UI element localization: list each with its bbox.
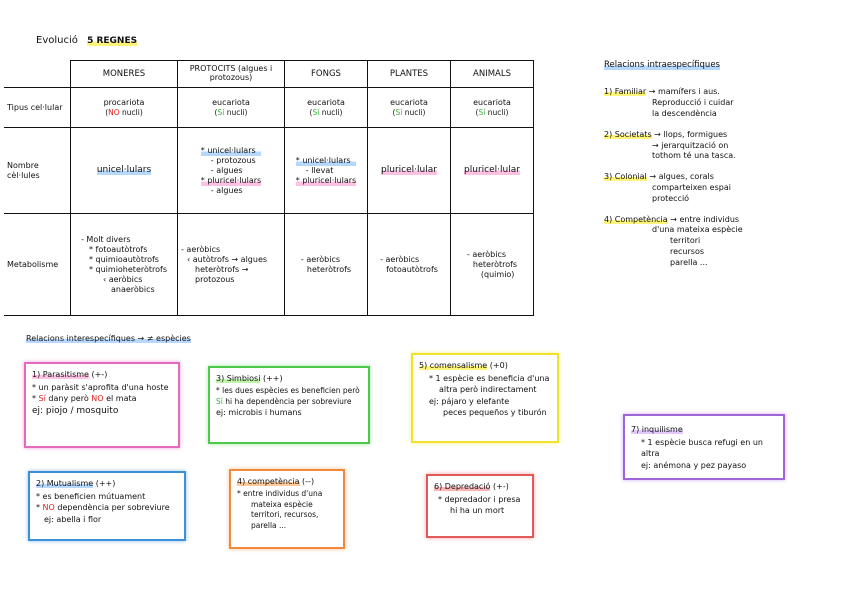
cell-metab-animals xyxy=(451,214,534,316)
list-item: * pluricel·lulars xyxy=(200,175,262,185)
cell-metab-protocits: - aeròbics ‹ autòtrofs → algues heteròtrofs → protozous xyxy=(178,214,285,316)
table-row xyxy=(4,128,534,214)
box-inquilisme xyxy=(623,414,785,480)
box-line: parella ... xyxy=(251,520,287,530)
cell-tipus-moneres: procariota (NO nucli) xyxy=(71,88,178,128)
cell-text: nucli xyxy=(226,107,245,117)
header-fongs: FONGS xyxy=(285,61,368,88)
box-line: hi ha dependència per sobreviure xyxy=(222,396,352,406)
box-label: 6) Depredació xyxy=(434,482,491,491)
neg-mark: NO xyxy=(108,107,120,117)
cell-text: nucli xyxy=(404,107,423,117)
header-moneres: MONERES xyxy=(71,61,178,88)
pos-mark: Sí xyxy=(478,107,486,117)
box-line: * xyxy=(36,503,43,513)
intra-item-competencia xyxy=(604,215,774,269)
no-mark: NO xyxy=(91,394,104,404)
box-line: ej: piojo / mosquito xyxy=(32,405,119,416)
box-line: ej: anémona y pez payaso xyxy=(641,460,747,470)
header-animals: ANIMALS xyxy=(451,61,534,88)
list-item: - algues xyxy=(210,165,243,175)
table-row xyxy=(4,88,534,128)
header-plantes: PLANTES xyxy=(368,61,451,88)
item-line: parella ... xyxy=(670,257,708,267)
box-mutualisme xyxy=(28,471,186,541)
box-line: * 1 espècie es beneficia d'una xyxy=(429,374,550,384)
box-label: 5) comensalisme xyxy=(419,361,488,370)
box-line: * un paràsit s'aprofita d'una hoste xyxy=(32,383,169,393)
item-line: d'una mateixa espècie xyxy=(652,225,743,235)
item-line: comparteixen espai xyxy=(652,183,731,193)
box-competencia xyxy=(229,469,345,549)
intra-item-societats xyxy=(604,130,774,162)
list-item: fotoautòtrofs xyxy=(386,264,438,274)
item-line: recursos xyxy=(670,247,705,257)
box-line: territori, recursos, xyxy=(251,510,319,520)
list-item: * fotoautòtrofs xyxy=(88,244,148,254)
cell-text: eucariota xyxy=(390,97,428,107)
title-sub: 5 REGNES xyxy=(87,36,138,46)
list-item: * pluricel·lulars xyxy=(295,175,357,185)
si-mark: Sí xyxy=(216,396,223,406)
box-line: dany però xyxy=(45,394,92,404)
box-line: * les dues espècies es beneficien però xyxy=(216,386,360,396)
list-item: heteròtrofs xyxy=(306,264,352,274)
cell-text: eucariota xyxy=(473,97,511,107)
table-header-row xyxy=(4,61,534,88)
cell-metab-moneres: - Molt divers * fotoautòtrofs * quimioautòtrofs * quimioheteròtrofs ‹ aeròbics anaeròbics xyxy=(71,214,178,316)
box-label: 3) Simbiosi xyxy=(216,374,261,383)
no-mark: NO xyxy=(42,503,55,513)
box-comensalisme xyxy=(411,353,559,443)
si-mark: Sí xyxy=(38,394,46,404)
intra-heading: Relacions intraespecífiques xyxy=(604,60,720,70)
box-label: 2) Mutualisme xyxy=(36,479,94,488)
heading-text: Relacions interespecífiques → ≠ espècies xyxy=(26,334,191,343)
box-sign: (+-) xyxy=(91,370,108,379)
list-item: * quimioautòtrofs xyxy=(88,254,159,264)
box-line: * xyxy=(32,394,39,404)
item-label: 4) Competència xyxy=(604,214,668,224)
cell-text: unicel·lulars xyxy=(96,164,152,175)
box-line: dependència per sobreviure xyxy=(54,503,170,513)
cell-nombre-animals xyxy=(451,128,534,214)
item-line: protecció xyxy=(652,193,690,203)
table-row xyxy=(4,214,534,316)
cell-text: eucariota xyxy=(212,97,250,107)
cell-nombre-protocits xyxy=(178,128,285,214)
box-label: 7) inquilisme xyxy=(631,425,683,434)
box-sign: (+-) xyxy=(493,482,509,491)
box-line: * es beneficien mútuament xyxy=(36,492,146,502)
list-item: - algues xyxy=(210,185,243,195)
cell-metab-plantes xyxy=(368,214,451,316)
cell-text: nucli xyxy=(122,107,140,117)
cell-text: nucli xyxy=(487,107,506,117)
box-line: hi ha un mort xyxy=(450,506,505,516)
item-line: territori xyxy=(670,236,701,246)
title-main: Evolució xyxy=(36,35,78,46)
cell-tipus-fongs: eucariota (Sí nucli) xyxy=(285,88,368,128)
list-item: - aeròbics xyxy=(300,254,341,264)
box-line: * 1 espècie busca refugi en un altra xyxy=(641,438,763,459)
list-item: heteròtrofs xyxy=(472,259,518,269)
cell-tipus-animals: eucariota (Sí nucli) xyxy=(451,88,534,128)
cell-text: eucariota xyxy=(307,97,345,107)
row-label-metabolisme: Metabolisme xyxy=(4,214,71,316)
pos-mark: Sí xyxy=(312,107,320,117)
item-label: 3) Colonial xyxy=(604,172,647,182)
list-item: - aeròbics xyxy=(181,244,221,254)
box-line: ej: microbis i humans xyxy=(216,408,302,418)
interspecific-heading xyxy=(26,334,191,344)
header-protocits: PROTOCITS (algues i protozous) xyxy=(178,61,285,88)
cell-nombre-moneres xyxy=(71,128,178,214)
intraspecific-section xyxy=(604,60,774,279)
box-sign: (--) xyxy=(302,477,315,486)
row-label-nombre: Nombre cèl·lules xyxy=(4,128,71,214)
list-item: - aeròbics xyxy=(380,254,420,264)
intra-item-colonial xyxy=(604,172,774,204)
item-line: Reproducció i cuidar xyxy=(652,98,734,108)
cell-text: pluricel·lular xyxy=(381,164,437,175)
box-parasitisme xyxy=(24,362,180,448)
list-item: - Molt divers xyxy=(80,234,131,244)
list-item: (quimio) xyxy=(480,269,515,279)
list-item: anaeròbics xyxy=(110,284,155,294)
cell-nombre-fongs xyxy=(285,128,368,214)
pos-mark: Sí xyxy=(217,107,225,117)
cell-text: procariota xyxy=(103,97,145,107)
list-item: * quimioheteròtrofs xyxy=(88,264,167,274)
item-text: → mamífers i aus. xyxy=(648,87,720,97)
box-line: * entre individus d'una xyxy=(237,489,323,499)
item-line: tothom té una tasca. xyxy=(652,151,736,161)
cell-tipus-plantes: eucariota (Sí nucli) xyxy=(368,88,451,128)
box-line: ej: pájaro y elefante xyxy=(429,396,510,406)
page-title xyxy=(36,35,137,48)
pos-mark: Sí xyxy=(395,107,403,117)
table-corner xyxy=(4,61,71,88)
box-simbiosi xyxy=(208,366,370,444)
cell-metab-fongs xyxy=(285,214,368,316)
box-sign: (++) xyxy=(262,374,283,383)
list-item: - aeròbics xyxy=(466,249,507,259)
kingdoms-table xyxy=(4,60,534,316)
intra-item-familiar xyxy=(604,87,774,119)
list-item: * unicel·lulars xyxy=(296,156,356,166)
cell-tipus-protocits: eucariota (Sí nucli) xyxy=(178,88,285,128)
item-text: → llops, formigues xyxy=(654,129,728,139)
cell-text: nucli xyxy=(321,107,340,117)
box-line: ej: abella i flor xyxy=(44,514,102,524)
list-item: - llevat xyxy=(305,165,334,175)
box-sign: (++) xyxy=(95,479,116,488)
cell-text: pluricel·lular xyxy=(464,164,520,175)
box-line: altra però indirectament xyxy=(439,385,537,395)
box-line: el mata xyxy=(103,394,137,404)
row-label-tipus: Tipus cel·lular xyxy=(4,88,71,128)
list-item: heteròtrofs → protozous xyxy=(195,264,249,284)
item-line: → jerarquització on xyxy=(652,140,729,150)
box-depredacio xyxy=(426,474,534,538)
list-item: - protozous xyxy=(210,155,256,165)
item-label: 1) Familiar xyxy=(604,87,647,97)
box-sign: (+0) xyxy=(489,361,508,370)
box-label: 4) competència xyxy=(237,477,300,486)
list-item: autòtrofs → algues xyxy=(192,254,268,264)
item-line: la descendència xyxy=(652,109,717,119)
list-item: * unicel·lulars xyxy=(201,146,261,156)
list-item: aeròbics xyxy=(108,274,143,284)
box-line: * depredador i presa xyxy=(438,495,521,505)
box-label: 1) Parasitisme xyxy=(32,370,89,379)
item-text: → entre individus xyxy=(670,214,740,224)
item-label: 2) Societats xyxy=(604,129,652,139)
item-text: → algues, corals xyxy=(649,172,714,182)
box-line: mateixa espècie xyxy=(251,499,313,509)
box-line: peces pequeños y tiburón xyxy=(443,407,547,417)
cell-nombre-plantes xyxy=(368,128,451,214)
